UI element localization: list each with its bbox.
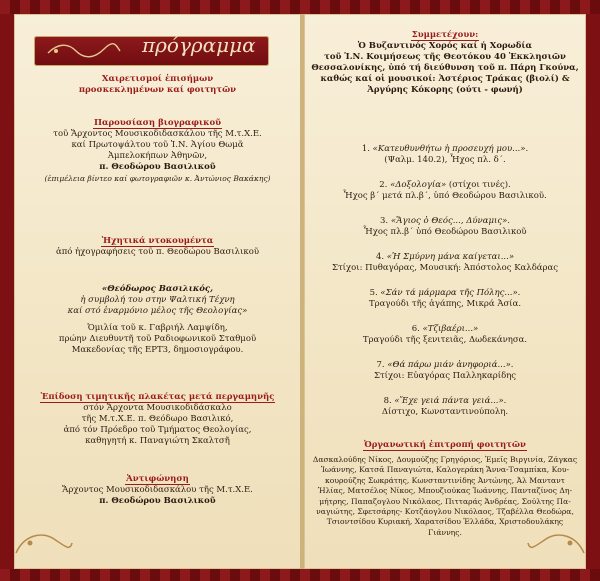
award-line: τῆς Μ.τ.Χ.Ε. π. Θεόδωρο Βασιλικό, [81,414,234,424]
item-number: 3. [380,216,389,226]
participants-line: Ἀργύρης Κόκορης (ούτι - φωνή) [367,85,523,95]
bio-note: (ἐπιμέλεια βίντεο καί φωτογραφιῶν κ. Ἀντώνιος Βακάκης) [44,174,271,183]
greeting-section [14,74,301,96]
bio-name: π. Θεοδώρου Βασιλικοῦ [99,162,216,172]
committee-line: Ἰωάννης, Κατσᾶ Παναγιώτα, Καλογεράκη Ἄννα-Τσαμπίκα, Κου- [320,465,570,475]
left-panel [14,14,301,569]
item-title: «Κατευθυνθήτω ἡ προσευχή μου...». [372,144,529,154]
audio-heading: Ἠχητικά ντοκουμέντα [101,236,214,246]
committee-line: Τσιοντσίδου Κυριακή, Χαρατσίδου Ἐλλάδα, Χριστοδουλάκης Γιάννης. [326,517,564,537]
talk-subtitle: καί στό ἐναρμόνιο μέλος τῆς Θεολογίας» [67,306,248,316]
item-detail: Στίχοι: Πυθαγόρας, Μουσική: Ἀπόστολος Καλδάρας [331,263,559,273]
committee-line: κουρούζης Σωκράτης, Κωνσταντινίδης Ἀντώνης, Ἀλ Μανταντ [325,475,565,485]
award-line: καθηγητή κ. Παναγιώτη Σκαλτσῆ [85,436,230,446]
audio-section [14,236,301,258]
item-detail: Ἦχος πλ.β΄ ὑπό Θεοδώρου Βασιλικοῦ [363,227,527,237]
committee-line: ναγιώτης, Σφετσάρης- Κοτζάογλου Νικόλαος, Τζαβέλλα Θεοδώρα, [316,507,574,517]
committee-section [304,440,586,538]
program-item [304,180,586,202]
item-title: «Δοξολογία» [390,180,447,190]
item-title-suffix: (στίχοι τινές). [448,180,511,190]
participants-line: τοῦ Ἱ.Ν. Κοιμήσεως τῆς Θεοτόκου 40 Ἐκκλησιῶν [324,52,566,62]
item-title: «Ἅγιος ὁ Θεός..., Δύναμις» [390,216,508,226]
bottom-ornament-border [0,569,600,581]
award-line: στόν Ἄρχοντα Μουσικοδιδάσκαλο [83,403,232,413]
program-item [304,360,586,382]
talk-speaker-line: πρώην Διευθυντῆ τοῦ Ραδιοφωνικοῦ Σταθμοῦ [58,334,257,344]
program-item [304,324,586,346]
item-detail: Τραγούδι τῆς ξενιτειᾶς, Δωδεκάνησα. [362,335,528,345]
page-title: πρόγραμμα [142,33,256,57]
committee-line: μήτρης, Παπαζογλου Νικόλαος, Πιτταράς Ἀνδρέας, Σούλτης Πα- [319,496,571,506]
bio-section [14,118,301,184]
talk-title: «Θεόδωρος Βασιλικός, [101,284,214,294]
item-number: 2. [379,180,388,190]
talk-speaker: Ὁμιλία τοῦ κ. Γαβριήλ Λαμψίδη, [87,323,228,333]
item-number: 7. [376,360,385,370]
reply-line: Ἄρχοντος Μουσικοδιδασκάλου τῆς Μ.τ.Χ.Ε. [62,485,253,495]
greeting-line-1: Χαιρετισμοί ἐπισήμων [101,74,214,84]
committee-heading: Ὀργανωτική ἐπιτροπή φοιτητῶν [364,440,526,450]
item-title: «Τζιβαέρι...» [422,324,479,334]
committee-line: Ἠλίας, Ματσέλος Νίκος, Μπουζιούκας Ἰωάννης, Πανταζίνος Δη- [317,486,573,496]
top-ornament-border [0,0,600,14]
item-detail: Ἦχος β΄ μετά πλ.β΄, ὑπό Θεοδώρου Βασιλικοῦ. [343,191,547,201]
reply-heading: Ἀντιφώνηση [126,474,189,484]
item-number: 1. [361,144,370,154]
bio-line: καί Πρωτοψάλτου τοῦ Ἱ.Ν. Ἁγίου Θωμᾶ [71,140,244,150]
item-title: «Ἔχε γειά πάντα γειά...». [394,396,507,406]
bio-heading: Παρουσίαση βιογραφικοῦ [93,118,222,128]
corner-ornament-icon [14,525,74,555]
reply-line: π. Θεοδώρου Βασιλικοῦ [99,496,216,506]
participants-section [304,30,586,96]
award-line: ἀπό τόν Πρόεδρο τοῦ Τμήματος Θεολογίας, [63,425,252,435]
participants-line: Θεσσαλονίκης, ὑπό τή διεύθυνση τοῦ π. Πάρη Γκούνα, [311,63,579,73]
bio-line: Ἀμπελοκήπων Ἀθηνῶν, [107,151,208,161]
award-section [14,392,301,447]
participants-heading: Συμμετέχουν: [411,30,479,40]
item-detail: Τραγούδι τῆς ἀγάπης, Μικρά Ἀσία. [368,299,522,309]
greeting-line-2: προσκεκλημένων καί φοιτητῶν [78,85,237,95]
talk-subtitle: ἡ συμβολή του στην Ψαλτική Τέχνη [80,295,235,305]
bio-line: τοῦ Ἄρχοντος Μουσικοδιδασκάλου τῆς Μ.τ.Χ.Ε. [53,129,262,139]
item-number: 5. [369,288,378,298]
reply-section [14,474,301,507]
program-item [304,252,586,274]
flourish-icon [46,41,122,61]
committee-line: Δασκαλούδης Νίκος, Δουμούζης Γρηγόριος, Ἐμεῖς Βιργινία, Ζάγκας [312,455,578,464]
title-banner [34,33,269,66]
right-panel [304,14,586,569]
item-detail: Δίστιχο, Κωνσταντινούπολη. [381,407,509,417]
participants-line: Ὁ Βυζαντινός Χορός καί ἡ Χορωδία [357,41,533,51]
award-heading: Ἐπίδοση τιμητικῆς πλακέτας μετά περγαμηνῆς [40,392,275,402]
program-item [304,216,586,238]
item-title: «Σάν τά μάρμαρα τῆς Πόλης...». [380,288,521,298]
item-number: 4. [375,252,385,262]
program-item [304,144,586,166]
program-item [304,288,586,310]
talk-section [14,284,301,356]
item-detail: (Ψαλμ. 140.2), Ἦχος πλ. δ΄. [384,155,506,165]
corner-ornament-icon [526,525,586,555]
item-title: «Ἡ Σμύρνη μάνα καίγεται...» [386,252,515,262]
item-detail: Στίχοι: Εὐαγόρας Παλληκαρίδης [373,371,517,381]
item-title-suffix: . [507,216,510,226]
audio-line: ἀπό ἠχογραφήσεις τοῦ π. Θεοδώρου Βασιλικοῦ [55,247,259,257]
program-item [304,396,586,418]
talk-speaker-line: Μακεδονίας τῆς ΕΡΤ3, δημοσιογράφου. [71,345,244,355]
item-title: «Θά πάρω μιάν ἀνηφοριά...». [387,360,514,370]
item-number: 8. [383,396,392,406]
item-number: 6. [411,324,420,334]
participants-line: καθώς καί οἱ μουσικοί: Ἀστέριος Τράκας (βιολί) & [320,74,570,84]
